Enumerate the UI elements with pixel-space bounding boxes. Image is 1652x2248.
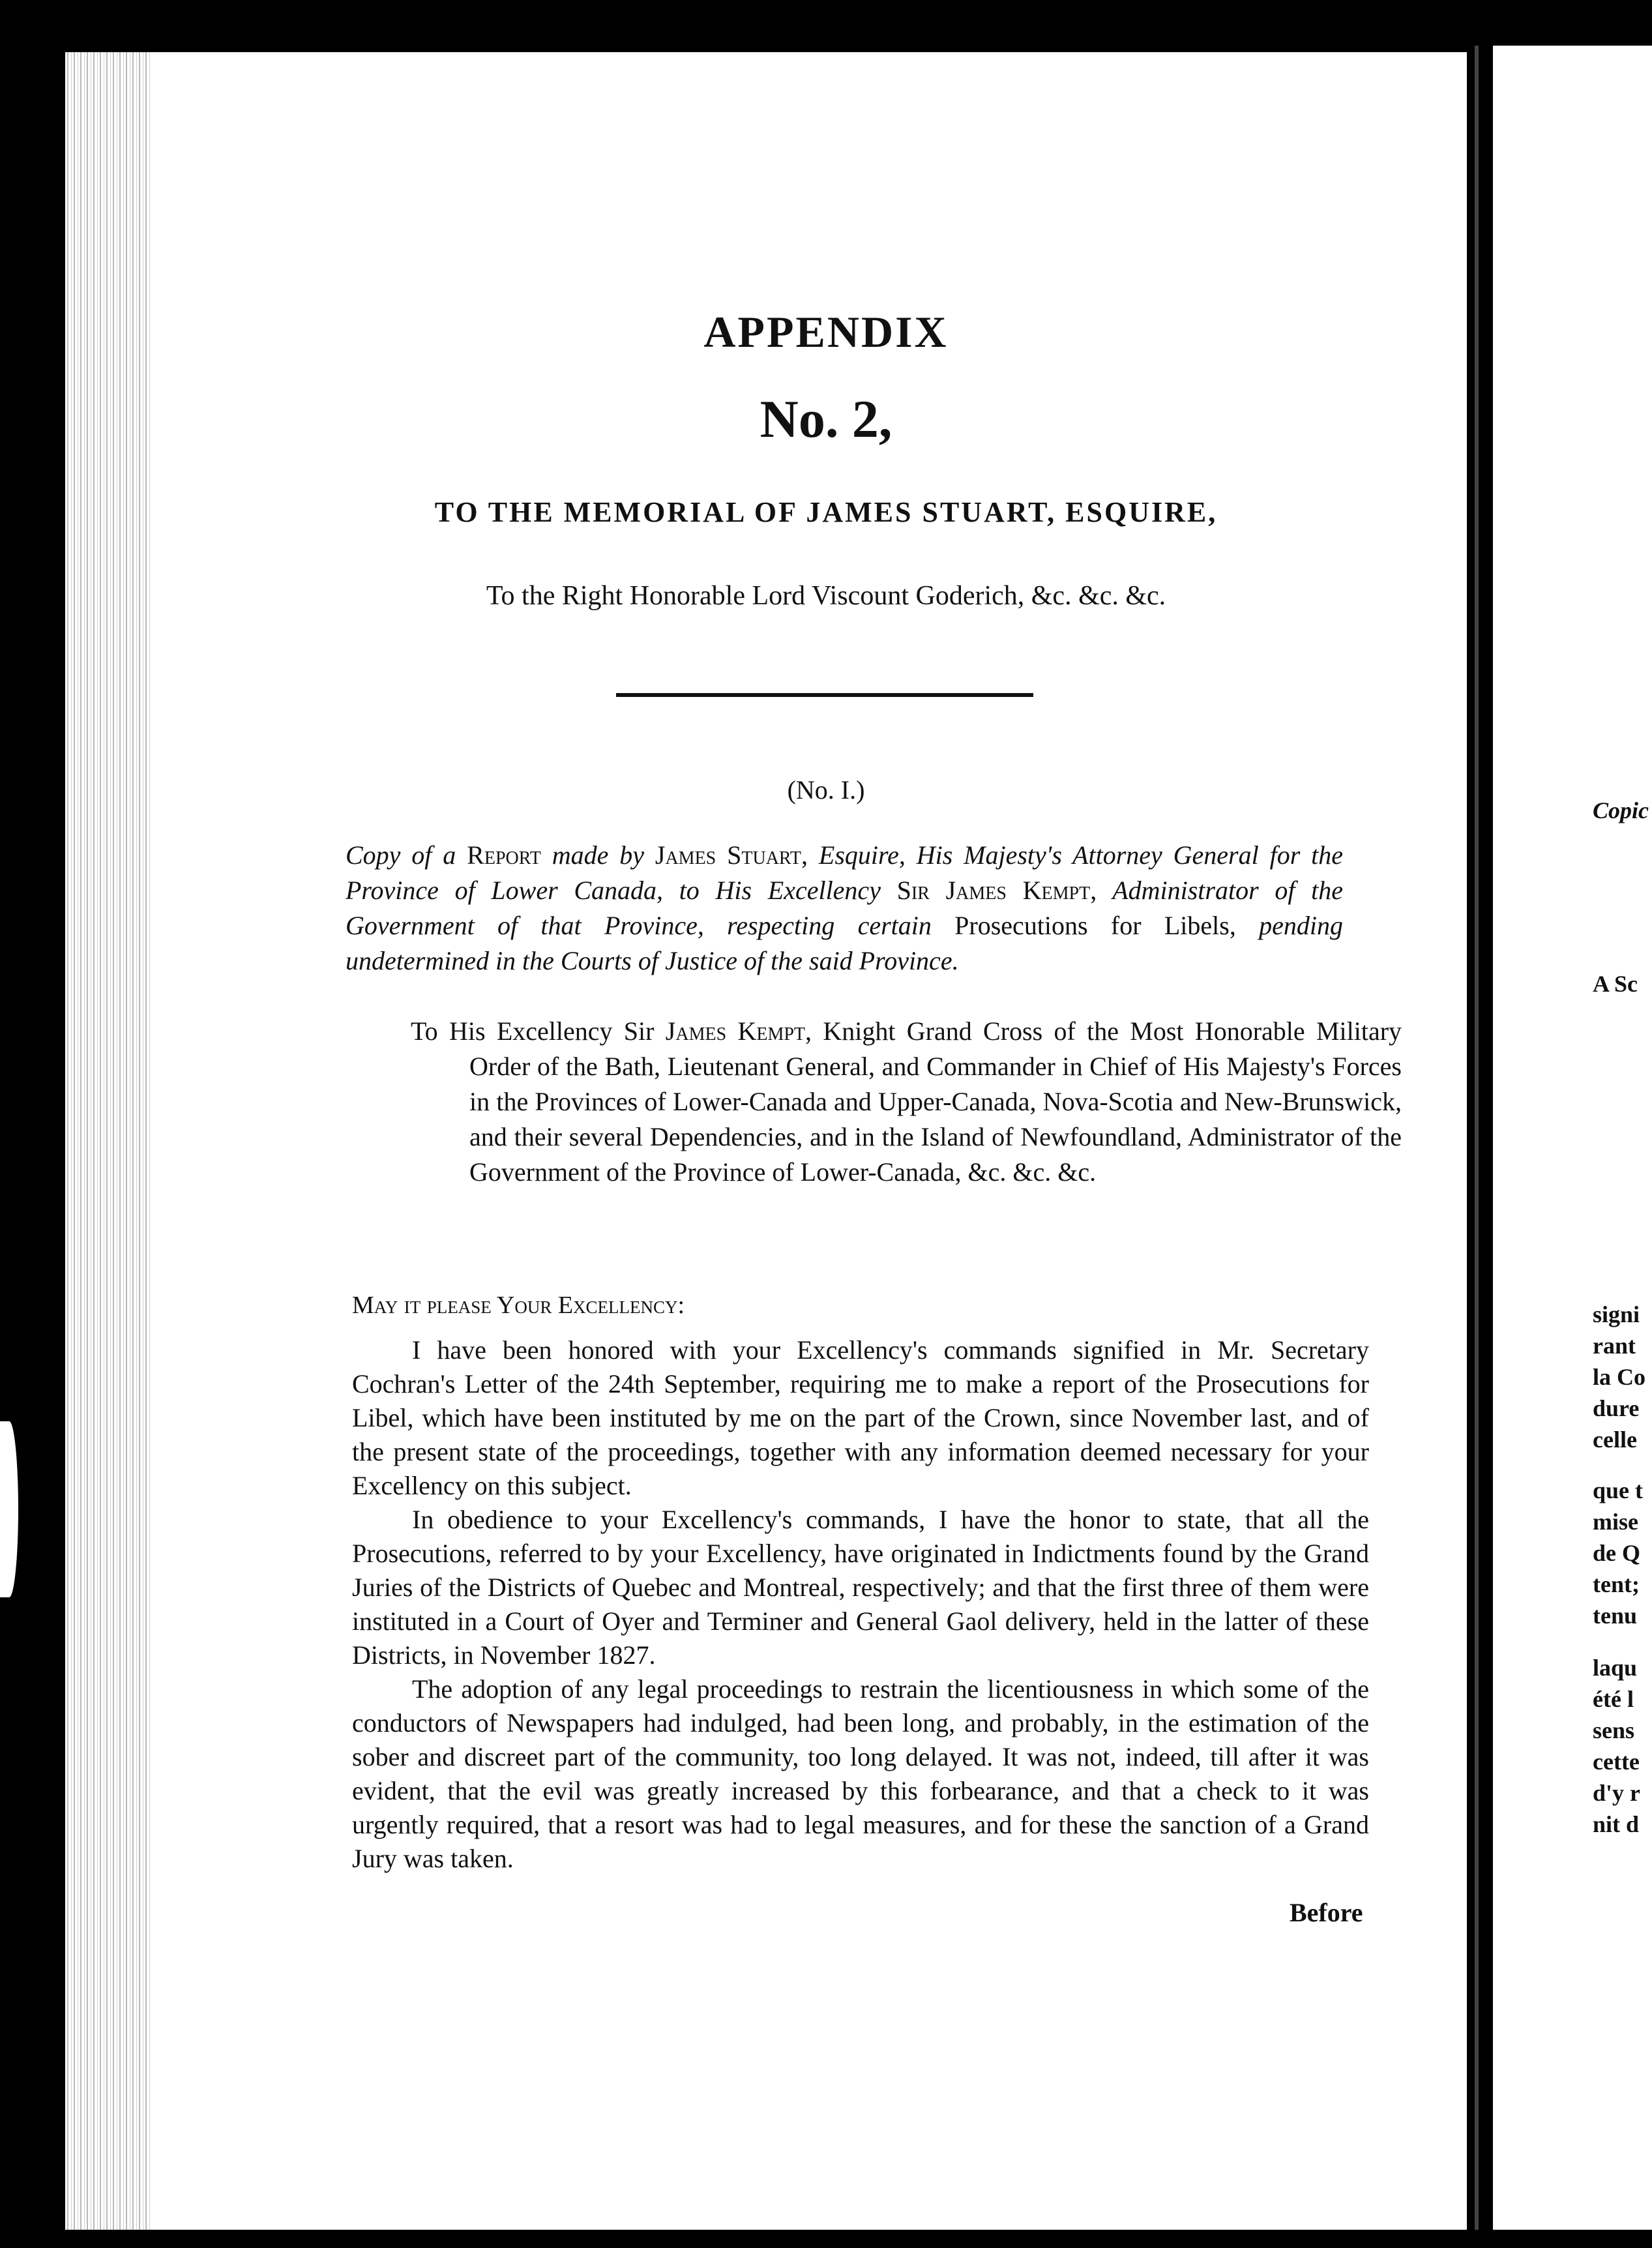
caption-part: Esquire, His Majesty's Attorney General for the Province of Lower Canada, to His Excellency [346, 840, 1344, 905]
facing-page-text: d'y r [1593, 1780, 1641, 1806]
caption-part: made by [552, 840, 645, 870]
caption-part: pending undetermined in the Courts of Justice of the said Province. [346, 911, 1343, 975]
book-spine [1467, 46, 1493, 2230]
facing-page-text: A Sc [1593, 971, 1638, 997]
caption-name: Sir James Kempt, [896, 876, 1097, 905]
page-edge-stack [65, 52, 150, 2230]
caption-part: Administrator of the Government of that Province, respecting certain [346, 876, 1344, 940]
facing-page-text: la Co [1593, 1364, 1645, 1390]
scan-artifact [0, 1421, 18, 1597]
facing-page-text: nit d [1593, 1811, 1640, 1837]
address-name: James Kempt, [665, 1016, 812, 1046]
catchword: Before [1290, 1898, 1363, 1927]
facing-page-text: signi [1593, 1301, 1640, 1327]
appendix-title: APPENDIX [703, 307, 949, 357]
address-block [411, 1014, 1402, 1190]
paragraph: The adoption of any legal proceedings to restrain the licentiousness in which some of the conductors of Newspapers had indulged, had been long, and probably, in the estimation of the sober and discreet part of the community, too long delayed. It was not, indeed, till after it was evident, that the evil was greatly increased by this forbearance, and that a check to it was urgently required, that a resort was had to legal measures, and for these the sanction of a Grand Jury was taken. [352, 1674, 1369, 1873]
facing-page [1493, 46, 1652, 2230]
facing-page-text: tenu [1593, 1603, 1638, 1629]
memorial-heading: TO THE MEMORIAL OF JAMES STUART, ESQUIRE, [434, 496, 1218, 528]
address-part: To His Excellency Sir [411, 1016, 655, 1046]
caption-part: Prosecutions for Libels, [954, 911, 1236, 940]
facing-page-text: cette [1593, 1749, 1640, 1775]
report-caption [346, 838, 1343, 979]
facing-page-text: que t [1593, 1477, 1644, 1503]
facing-page-text: sens [1593, 1717, 1635, 1743]
address-part: Knight Grand Cross of the Most Honorable Military Order of the Bath, Lieutenant General, and Commander in Chief of His Majesty's Forces in the Provinces of Lower-Canada and Upper-Canada, Nova-Scotia and New-Brunswick, and their several Dependencies, and in the Island of Newfoundland, Administrator of the Government of the Province of Lower-Canada, &c. &c. &c. [469, 1016, 1402, 1187]
facing-page-text: été l [1593, 1686, 1634, 1712]
caption-report: Report [467, 840, 541, 870]
divider-rule [616, 693, 1033, 697]
facing-page-text: Copic [1593, 797, 1649, 823]
section-number: (No. I.) [787, 775, 865, 805]
facing-page-text: celle [1593, 1427, 1637, 1453]
facing-page-text: de Q [1593, 1540, 1641, 1566]
letter-body [352, 1333, 1369, 1876]
paragraph: I have been honored with your Excellency's commands signified in Mr. Secretary Cochran's Letter of the 24th September, requiring me to make a report of the Prosecutions for Libel, which have been instituted by me on the part of the Crown, since November last, and of the present state of the proceedings, together with any information deemed necessary for your Excellency on this subject. [352, 1335, 1369, 1500]
facing-page-text: mise [1593, 1509, 1638, 1535]
caption-name: James Stuart, [655, 840, 808, 870]
paragraph: In obedience to your Excellency's commands, I have the honor to state, that all the Prosecutions, referred to by your Excellency, have originated in Indictments found by the Grand Juries of the Districts of Quebec and Montreal, respectively; and that the first three of them were instituted in a Court of Oyer and Terminer and General Gaol delivery, held in the latter of these Districts, in November 1827. [352, 1505, 1369, 1670]
salutation: May it please Your Excellency: [352, 1292, 685, 1319]
addressee-line: To the Right Honorable Lord Viscount Goderich, &c. &c. &c. [486, 581, 1166, 611]
appendix-number: No. 2, [760, 389, 892, 449]
caption-part: Copy of a [346, 840, 456, 870]
facing-page-text: dure [1593, 1395, 1640, 1421]
facing-page-text: tent; [1593, 1571, 1640, 1597]
facing-page-text: rant [1593, 1333, 1636, 1359]
facing-page-text: laqu [1593, 1655, 1638, 1681]
